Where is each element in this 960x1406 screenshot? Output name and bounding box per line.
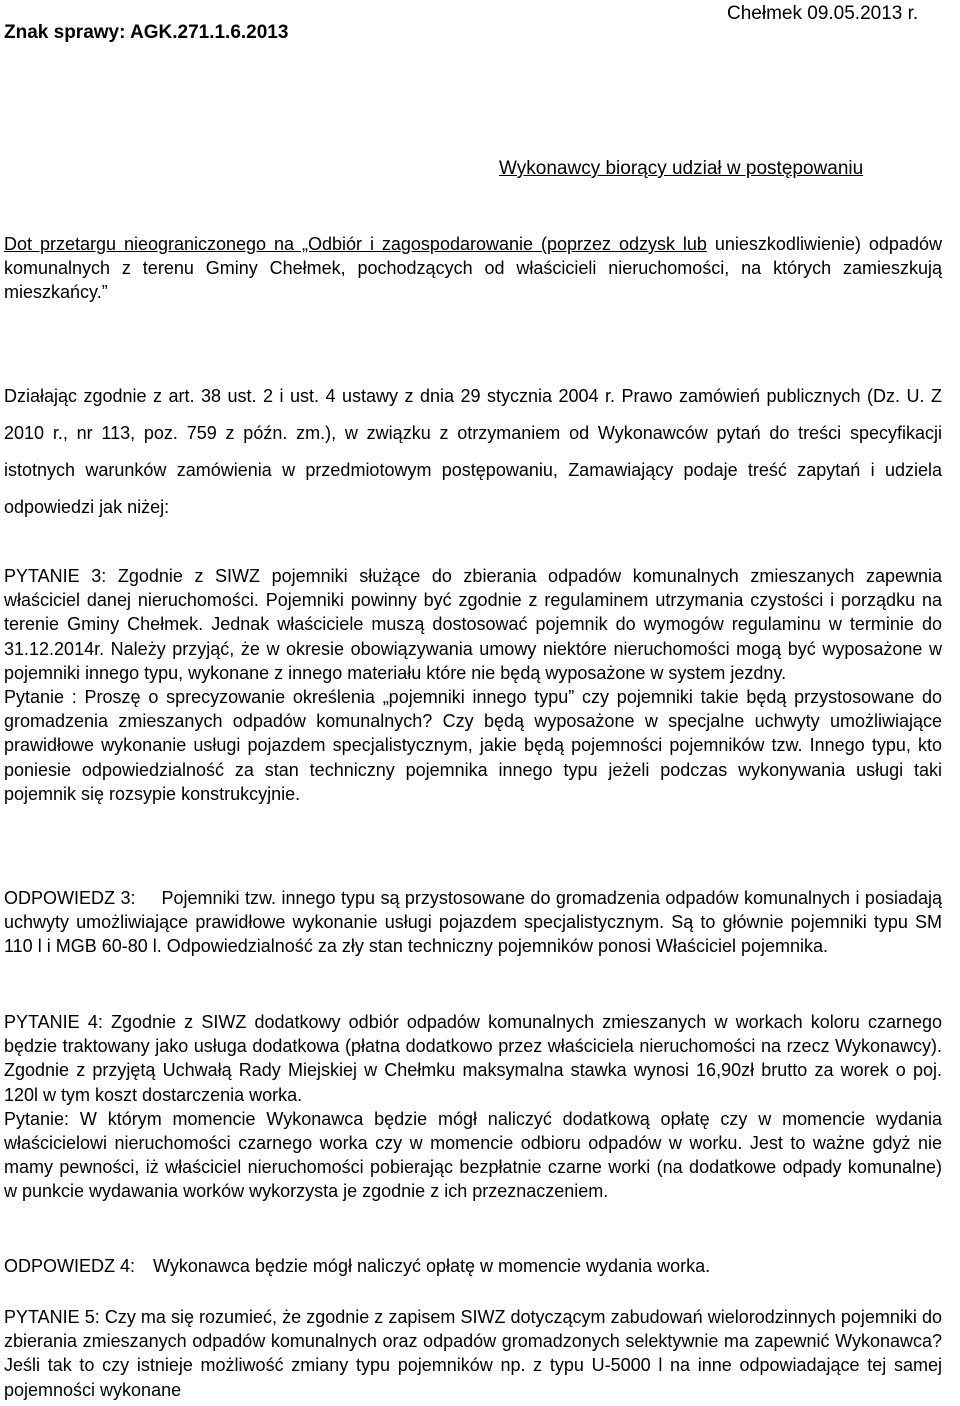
answer-3-label: ODPOWIEDZ 3:: [4, 888, 136, 908]
question-5-text: PYTANIE 5: Czy ma się rozumieć, że zgodnie z zapisem SIWZ dotyczącym zabudowań wielorodzinnych pojemniki do zbierania zmieszanych odpadów komunalnych oraz odpadów gromadzonych selektywnie ma zapewnić Wykonawca? Jeśli tak to czy istnieje możliwość zmiany typu pojemników np. z typu U-5000 l na inne odpowiadające tej samej pojemności wykonane: [4, 1307, 942, 1400]
question-5: [4, 1305, 942, 1402]
answer-3: [4, 886, 942, 959]
question-3-request: Pytanie : Proszę o sprecyzowanie określenia „pojemniki innego typu” czy pojemniki takie będą przystosowane do gromadzenia zmieszanych odpadów komunalnych? Czy będą wyposażone w specjalne uchwyty umożliwiające prawidłowe wykonanie usługi pojazdem specjalistycznym, jakie będą pojemności pojemników tzw. Innego typu, kto poniesie odpowiedzialność za stan techniczny pojemnika innego typu jeżeli podczas wykonywania usługi taki pojemnik się rozsypie konstrukcyjnie.: [4, 687, 942, 804]
question-3: [4, 564, 942, 806]
subject-first-line: Dot przetargu nieograniczonego na „Odbiór i zagospodarowanie (poprzez odzysk lub: [4, 234, 707, 254]
answer-3-text: Pojemniki tzw. innego typu są przystosowane do gromadzenia odpadów komunalnych i posiadają uchwyty umożliwiające prawidłowe wykonanie usługi pojazdem specjalistycznym. Są to głównie pojemniki typu SM 110 l i MGB 60-80 l. Odpowiedzialność za zły stan techniczny pojemników ponosi Właściciel pojemnika.: [4, 888, 942, 957]
subject-paragraph: [4, 232, 942, 304]
subject-rest: unieszkodliwienie) odpadów komunalnych z terenu Gminy Chełmek, pochodzących od właścicieli nieruchomości, na których zamieszkują mieszkańcy.”: [4, 234, 942, 302]
intro-paragraph: Działając zgodnie z art. 38 ust. 2 i ust. 4 ustawy z dnia 29 stycznia 2004 r. Prawo zamówień publicznych (Dz. U. Z 2010 r., nr 113, poz. 759 z późn. zm.), w związku z otrzymaniem od Wykonawców pytań do treści specyfikacji istotnych warunków zamówienia w przedmiotowym postępowaniu, Zamawiający podaje treść zapytań i udziela odpowiedzi jak niżej:: [4, 386, 942, 517]
question-4-request: Pytanie: W którym momencie Wykonawca będzie mógł naliczyć dodatkową opłatę czy w momencie wydania właścicielowi nieruchomości czarnego worka czy w momencie odbioru odpadów w worku. Jest to ważne gdyż nie mamy pewności, iż właściciel nieruchomości pobierając bezpłatnie czarne worki (na dodatkowe odpady komunalne) w punkcie wydawania worków wykorzysta je zgodnie z ich przeznaczeniem.: [4, 1108, 942, 1202]
question-3-text: PYTANIE 3: Zgodnie z SIWZ pojemniki służące do zbierania odpadów komunalnych zmieszanych zapewnia właściciel danej nieruchomości. Pojemniki powinny być zgodnie z regulaminem utrzymania czystości i porządku na terenie Gminy Chełmek. Jednak właściciele muszą dostosować pojemnik do wymogów regulaminu w terminie do 31.12.2014r. Należy przyjąć, że w okresie obowiązywania umowy niektóre nieruchomości mogą być wyposażone w pojemniki innego typu, wykonane z innego materiału które nie będą wyposażone w system jezdny.: [4, 566, 942, 683]
answer-4-text: Wykonawca będzie mógł naliczyć opłatę w momencie wydania worka.: [153, 1256, 711, 1276]
place-and-date: Chełmek 09.05.2013 r.: [727, 3, 919, 24]
answer-4-label: ODPOWIEDZ 4:: [4, 1256, 136, 1276]
answer-4: [4, 1254, 942, 1278]
case-reference: Znak sprawy: AGK.271.1.6.2013: [4, 22, 289, 43]
question-4-text: PYTANIE 4: Zgodnie z SIWZ dodatkowy odbiór odpadów komunalnych zmieszanych w workach koloru czarnego będzie traktowany jako usługa dodatkowa (płatna dodatkowo przez właściciela nieruchomości na rzecz Wykonawcy). Zgodnie z przyjętą Uchwałą Rady Miejskiej w Chełmku maksymalna stawka wynosi 16,90zł brutto za worek o poj. 120l w tym koszt dostarczenia worka.: [4, 1012, 942, 1105]
question-4: [4, 1010, 942, 1204]
addressee: Wykonawcy biorący udział w postępowaniu: [499, 158, 864, 179]
